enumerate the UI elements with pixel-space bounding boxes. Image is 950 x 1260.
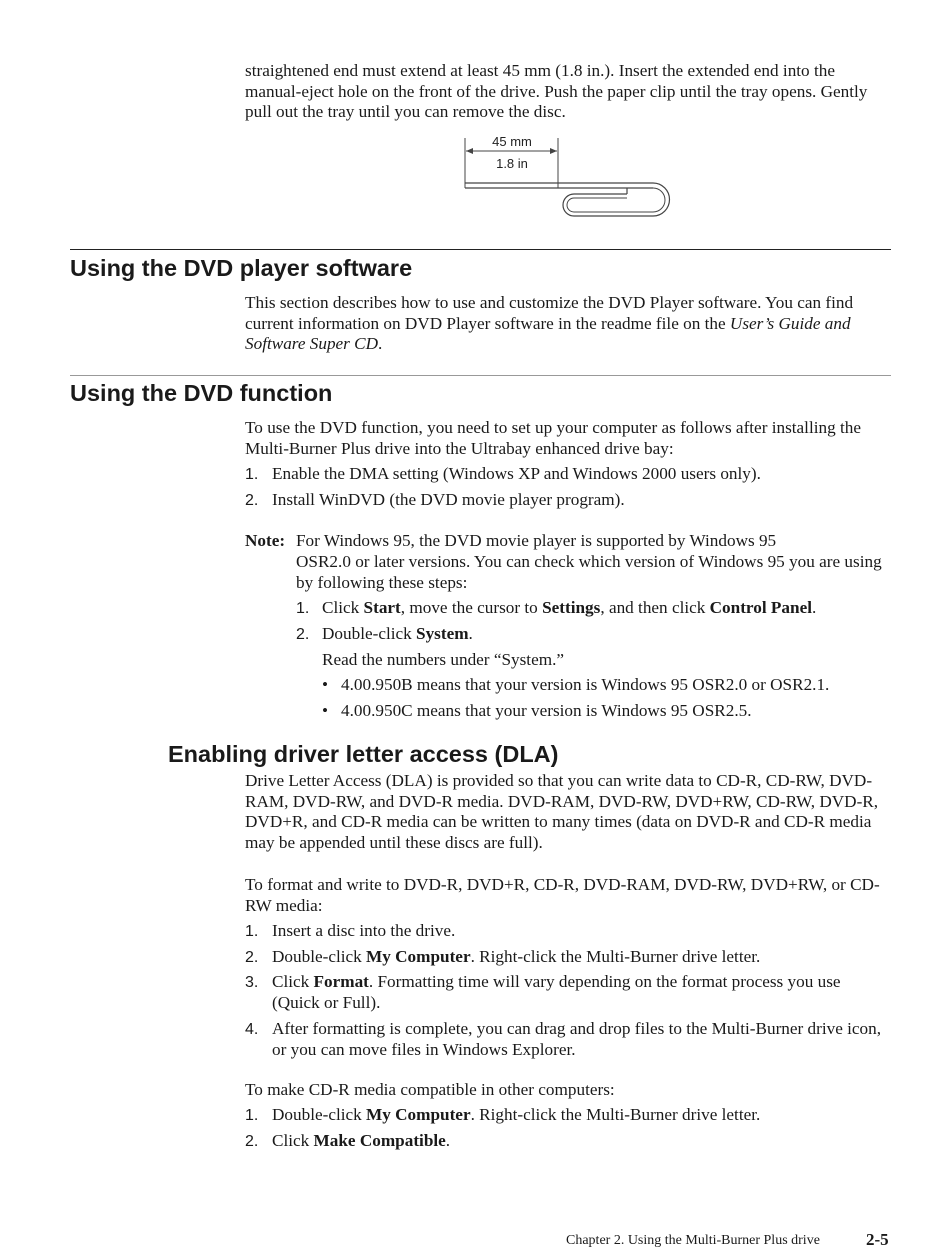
section1-paragraph: This section describes how to use and customize the DVD Player software. You can find current information on DVD Player software in the readme file on the User’s Guide and Software Super CD. xyxy=(245,293,854,354)
section-rule xyxy=(70,375,891,376)
section-rule xyxy=(70,249,891,250)
note-block xyxy=(245,531,777,552)
section-heading-dvd-player-software: Using the DVD player software xyxy=(70,255,413,281)
label-1-8in: 1.8 in xyxy=(496,156,528,171)
note-label: Note: xyxy=(245,531,286,550)
bullet-icon: • xyxy=(322,675,329,694)
read-numbers-text: Read the numbers under “System.” xyxy=(322,650,564,669)
dla-paragraph-1: Drive Letter Access (DLA) is provided so that you can write data to CD-R, CD-RW, DVD-RAM, DVD-RW, and DVD-R media. DVD-RAM, DVD-RW, DVD+RW, CD-RW, DVD-R, DVD+R, and CD-R media can be written to many times (data on DVD-R and CD-R media may be appended until these discs are full). xyxy=(245,771,879,852)
section-heading-dla: Enabling driver letter access (DLA) xyxy=(168,741,559,767)
footer-chapter: Chapter 2. Using the Multi-Burner Plus drive xyxy=(566,1233,820,1248)
label-45mm: 45 mm xyxy=(492,134,532,149)
note-first-line: For Windows 95, the DVD movie player is supported by Windows 95 xyxy=(296,531,777,550)
dla-paragraph-2: To format and write to DVD-R, DVD+R, CD-R, DVD-RAM, DVD-RW, DVD+RW, or CD-RW media: xyxy=(245,875,880,915)
intro-paragraph: straightened end must extend at least 45 mm (1.8 in.). Insert the extended end into the manual-eject hole on the front of the drive. Push the paper clip until the tray opens. Gently pull out the tray until you can remove the disc. xyxy=(245,61,868,122)
bullet-icon: • xyxy=(322,701,329,720)
section2-intro: To use the DVD function, you need to set up your computer as follows after installing the Multi-Burner Plus drive into the Ultrabay enhanced drive bay: xyxy=(245,418,861,458)
note-text: OSR2.0 or later versions. You can check which version of Windows 95 you are using by following these steps: xyxy=(296,552,882,592)
section-heading-dvd-function: Using the DVD function xyxy=(70,380,333,406)
paper-clip-figure xyxy=(455,130,680,225)
footer-page-number: 2-5 xyxy=(866,1230,889,1249)
dla-paragraph-3: To make CD-R media compatible in other computers: xyxy=(245,1080,615,1099)
